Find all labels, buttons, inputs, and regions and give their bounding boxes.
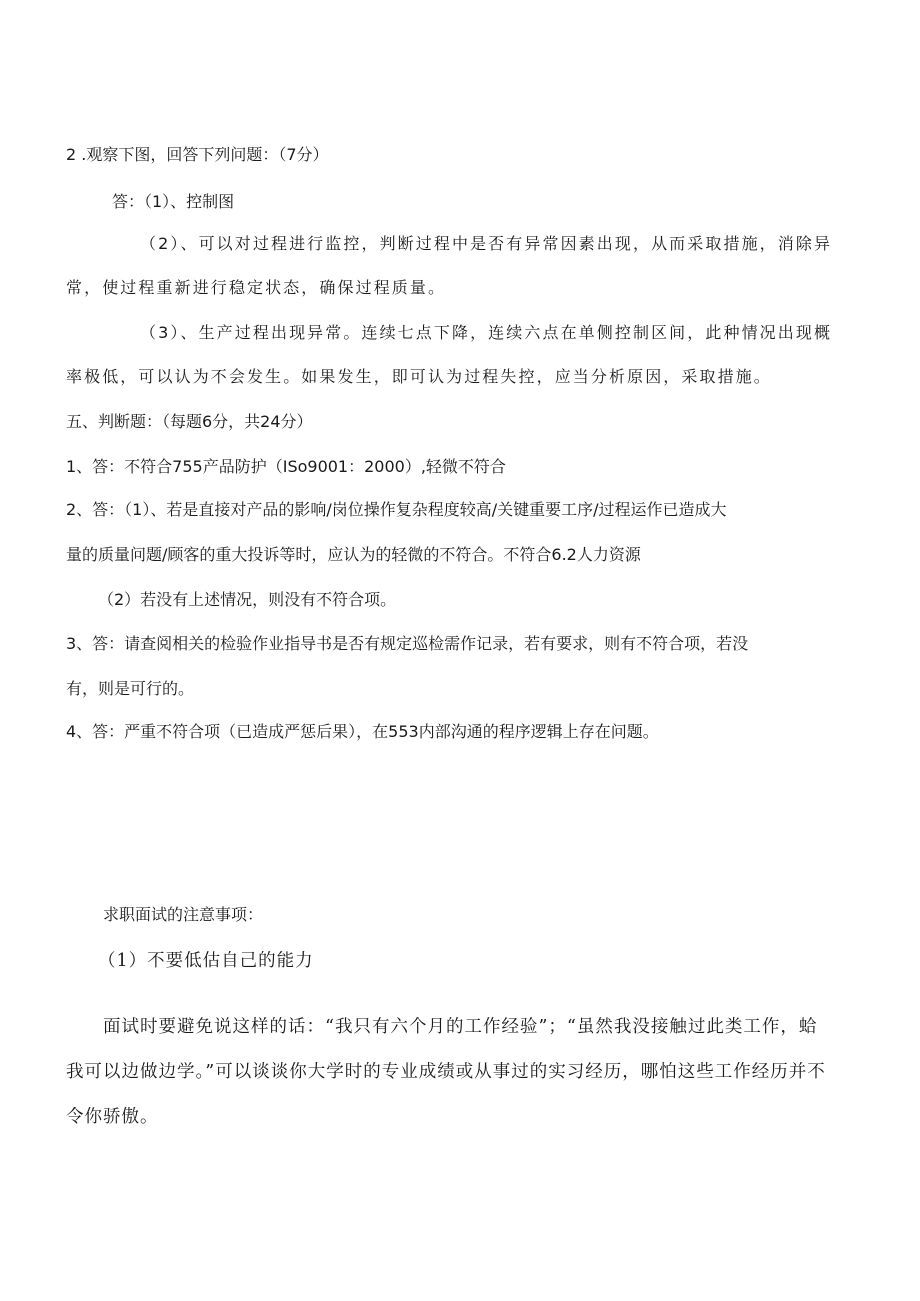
s5-answer-2-sub: （2）若没有上述情况，则没有不符合项。 bbox=[98, 590, 397, 609]
tip1-line1: 面试时要避免说这样的话：“我只有六个月的工作经验”；“虽然我没接触过此类工作，蛤 bbox=[103, 1017, 818, 1037]
tips-title: 求职面试的注意事项： bbox=[103, 905, 264, 924]
s5-answer-3-line1: 3、答：请查阅相关的检验作业指导书是否有规定巡检需作记录，若有要求，则有不符合项，若没 bbox=[66, 634, 749, 653]
q2-answer-3-line1: （3）、生产过程出现异常。连续七点下降，连续六点在单侧控制区间，此种情况出现概 bbox=[140, 323, 833, 342]
s5-answer-2-line2: 量的质量问题/顾客的重大投诉等时，应认为的轻微的不符合。不符合6.2人力资源 bbox=[66, 545, 641, 564]
s5-answer-3-line2: 有，则是可行的。 bbox=[66, 679, 195, 698]
section5-title: 五、判断题：（每题6分，共24分） bbox=[66, 412, 313, 431]
s5-answer-2-line1: 2、答：（1）、若是直接对产品的影响/岗位操作复杂程度较高/关键重要工序/过程运作已造成大 bbox=[66, 500, 727, 519]
q2-title: 2 .观察下图，回答下列问题：（7分） bbox=[66, 145, 329, 164]
tip1-title: （1）不要低估自己的能力 bbox=[98, 951, 314, 971]
q2-answer-1: 答：（1）、控制图 bbox=[112, 192, 235, 211]
q2-answer-2-line1: （2）、可以对过程进行监控，判断过程中是否有异常因素出现，从而采取措施，消除异 bbox=[140, 234, 833, 253]
q2-answer-3-line2: 率极低，可以认为不会发生。如果发生，即可认为过程失控，应当分析原因，采取措施。 bbox=[66, 367, 772, 386]
q2-answer-2-line2: 常，使过程重新进行稳定状态，确保过程质量。 bbox=[66, 278, 447, 297]
tip1-line3: 令你骄傲。 bbox=[66, 1107, 159, 1127]
tip1-line2: 我可以边做边学。”可以谈谈你大学时的专业成绩或从事过的实习经历，哪怕这些工作经历并不 bbox=[66, 1062, 826, 1082]
s5-answer-1: 1、答：不符合755产品防护（ISo9001：2000）,轻微不符合 bbox=[66, 457, 506, 476]
s5-answer-4: 4、答：严重不符合项（已造成严惩后果），在553内部沟通的程序逻辑上存在问题。 bbox=[66, 722, 659, 741]
